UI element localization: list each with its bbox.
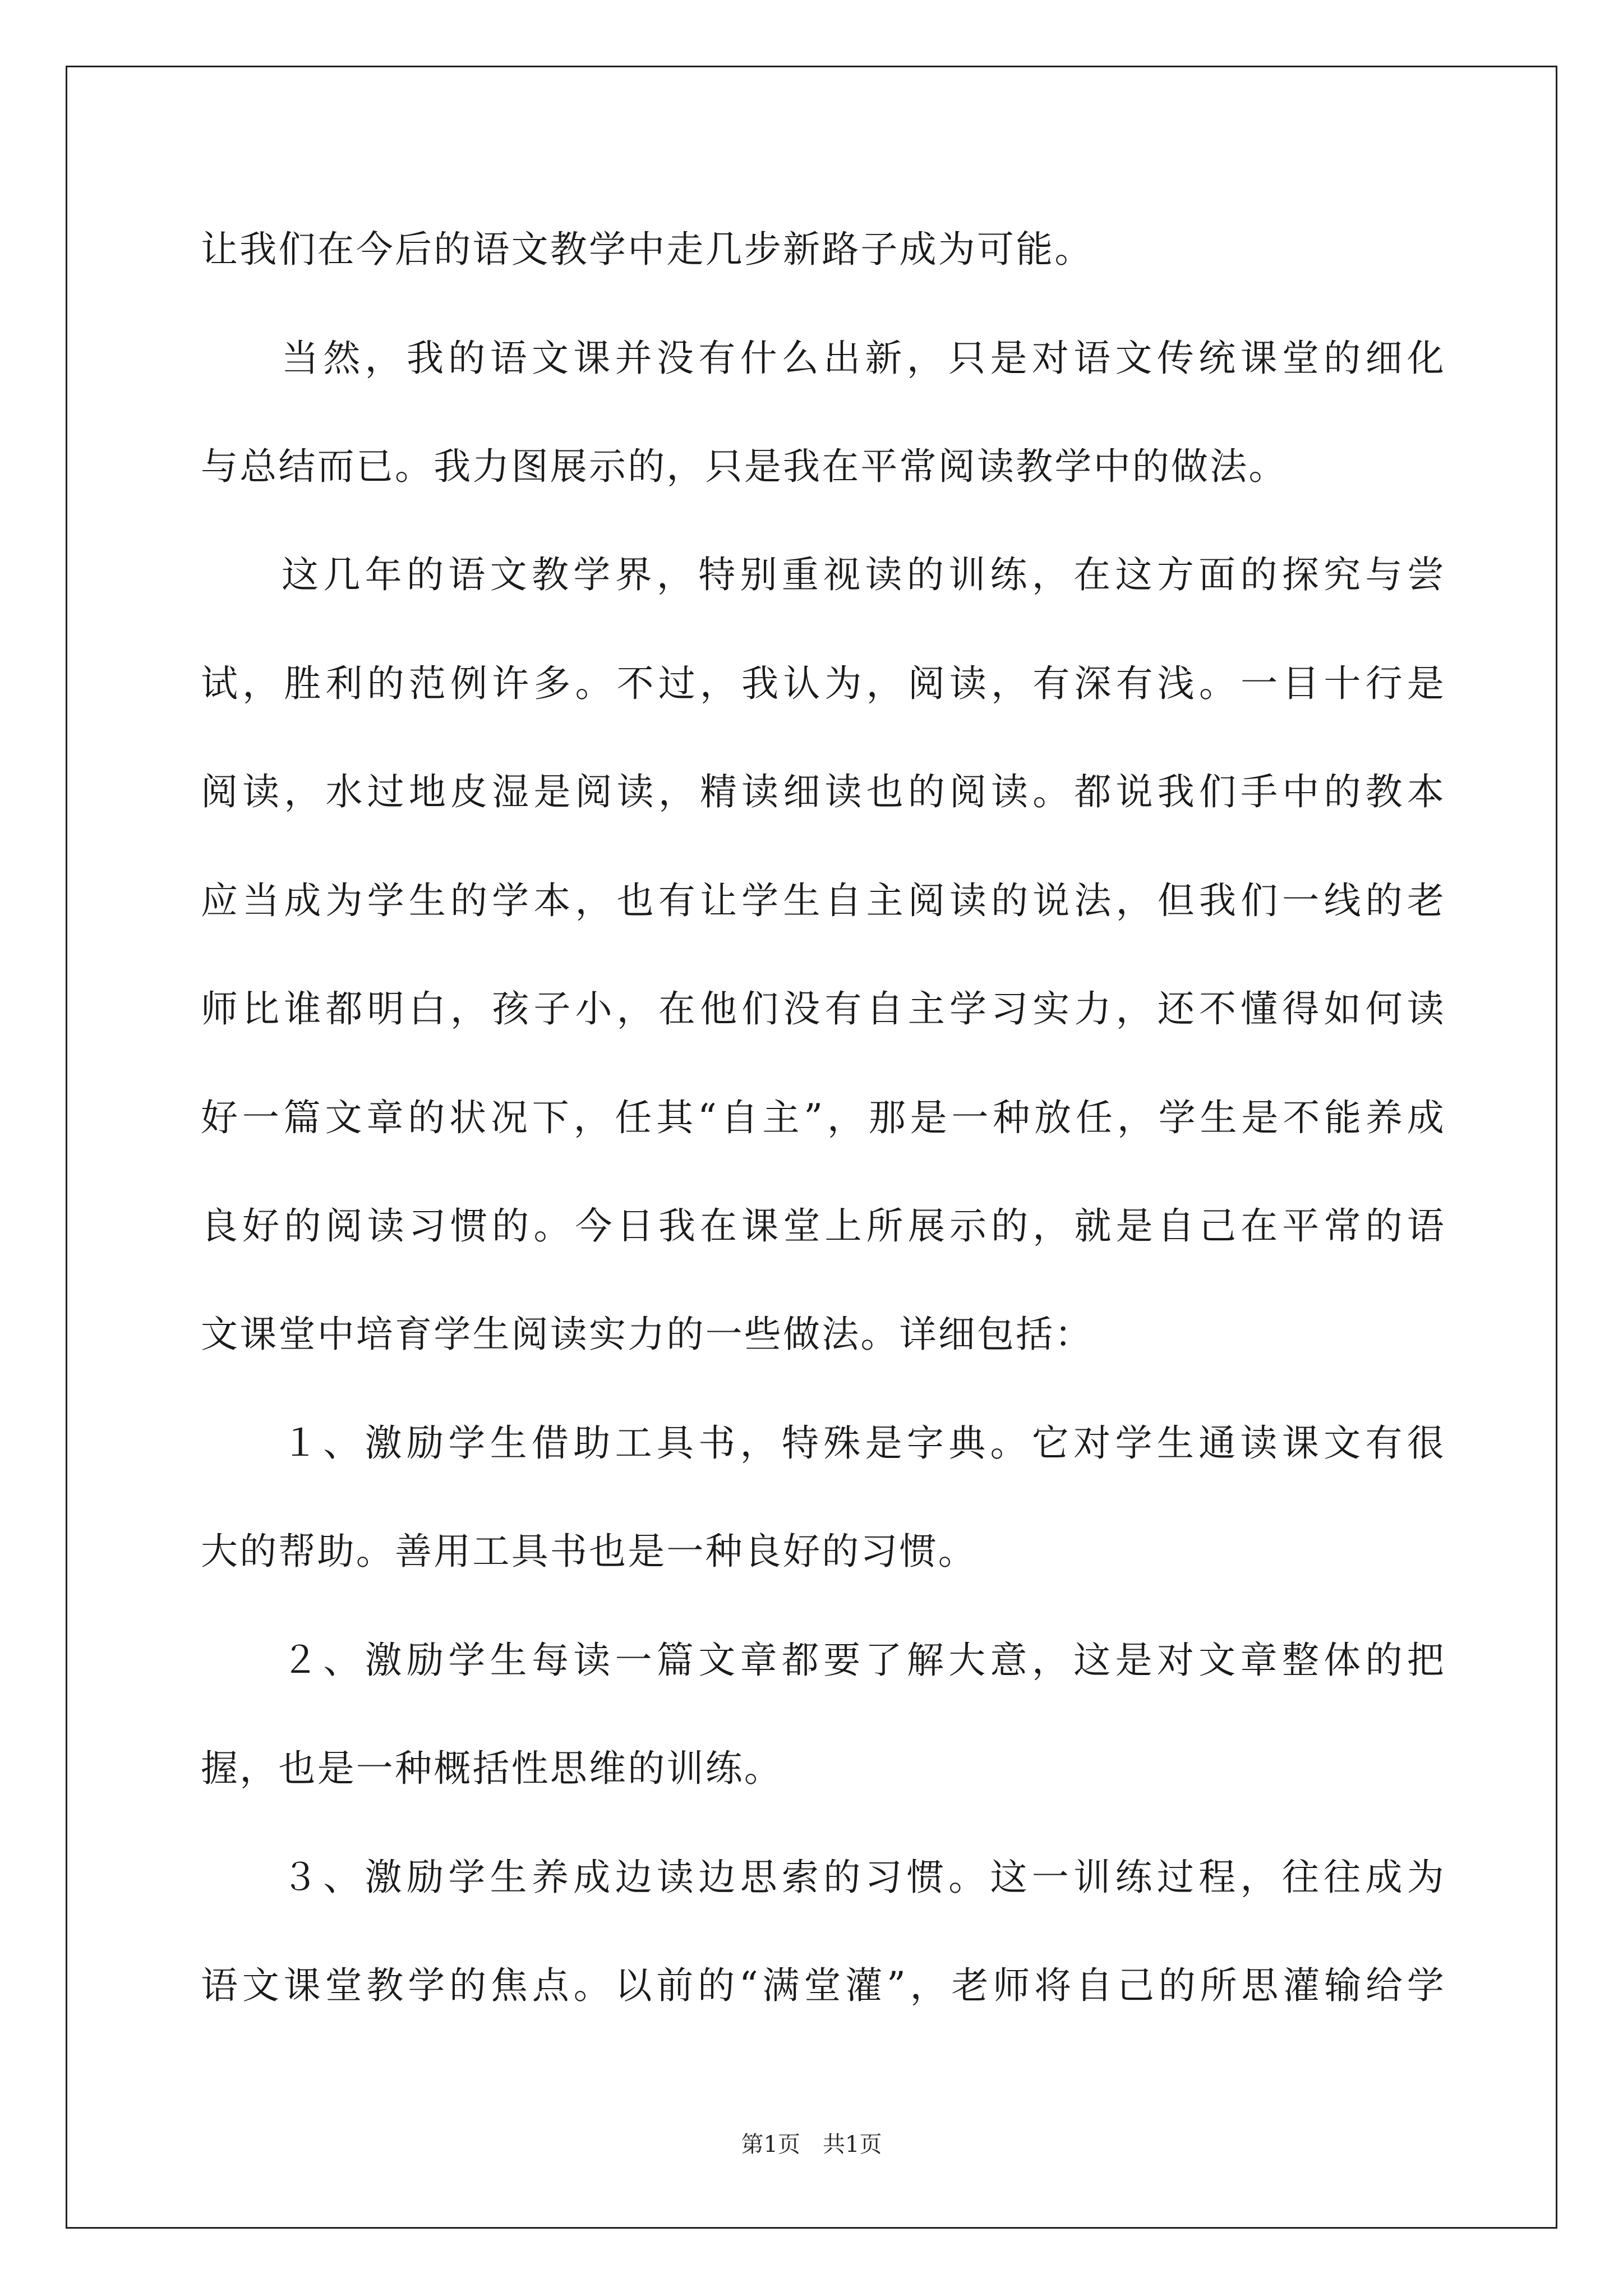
text-line: 大的帮助。善用工具书也是一种良好的习惯。 — [201, 1530, 977, 1573]
list-item-2-line: ２、激励学生每读一篇文章都要了解大意，这是对文章整体的把 — [282, 1639, 1446, 1682]
list-item-1-line: １、激励学生借助工具书，特殊是字典。它对学生通读课文有很 — [282, 1421, 1446, 1465]
text-line: 阅读，水过地皮湿是阅读，精读细读也的阅读。都说我们手中的教本 — [201, 770, 1446, 813]
text-line: 语文课堂教学的焦点。以前的“满堂灌”，老师将自己的所思灌输给学 — [201, 1964, 1446, 2007]
text-line: 与总结而已。我力图展示的，只是我在平常阅读教学中的做法。 — [201, 445, 1288, 488]
text-line: 让我们在今后的语文教学中走几步新路子成为可能。 — [201, 228, 1094, 271]
text-line: 应当成为学生的学本，也有让学生自主阅读的说法，但我们一线的老 — [201, 879, 1446, 922]
text-line: 师比谁都明白，孩子小，在他们没有自主学习实力，还不懂得如何读 — [201, 987, 1446, 1030]
text-line: 试，胜利的范例许多。不过，我认为，阅读，有深有浅。一目十行是 — [201, 662, 1446, 705]
paragraph-start-line: 当然，我的语文课并没有什么出新，只是对语文传统课堂的细化 — [282, 337, 1446, 380]
list-item-3-line: ３、激励学生养成边读边思索的习惯。这一训练过程，往往成为 — [282, 1856, 1446, 1899]
paragraph-start-line: 这几年的语文教学界，特别重视读的训练，在这方面的探究与尝 — [282, 553, 1446, 596]
text-line: 良好的阅读习惯的。今日我在课堂上所展示的，就是自己在平常的语 — [201, 1204, 1446, 1248]
text-line: 好一篇文章的状况下，任其“自主”，那是一种放任，学生是不能养成 — [201, 1096, 1446, 1139]
text-line: 文课堂中培育学生阅读实力的一些做法。详细包括： — [201, 1313, 1094, 1356]
page-border — [66, 66, 1557, 2229]
text-line: 握，也是一种概括性思维的训练。 — [201, 1747, 783, 1790]
page-footer: 第1页 共1页 — [741, 2132, 882, 2157]
